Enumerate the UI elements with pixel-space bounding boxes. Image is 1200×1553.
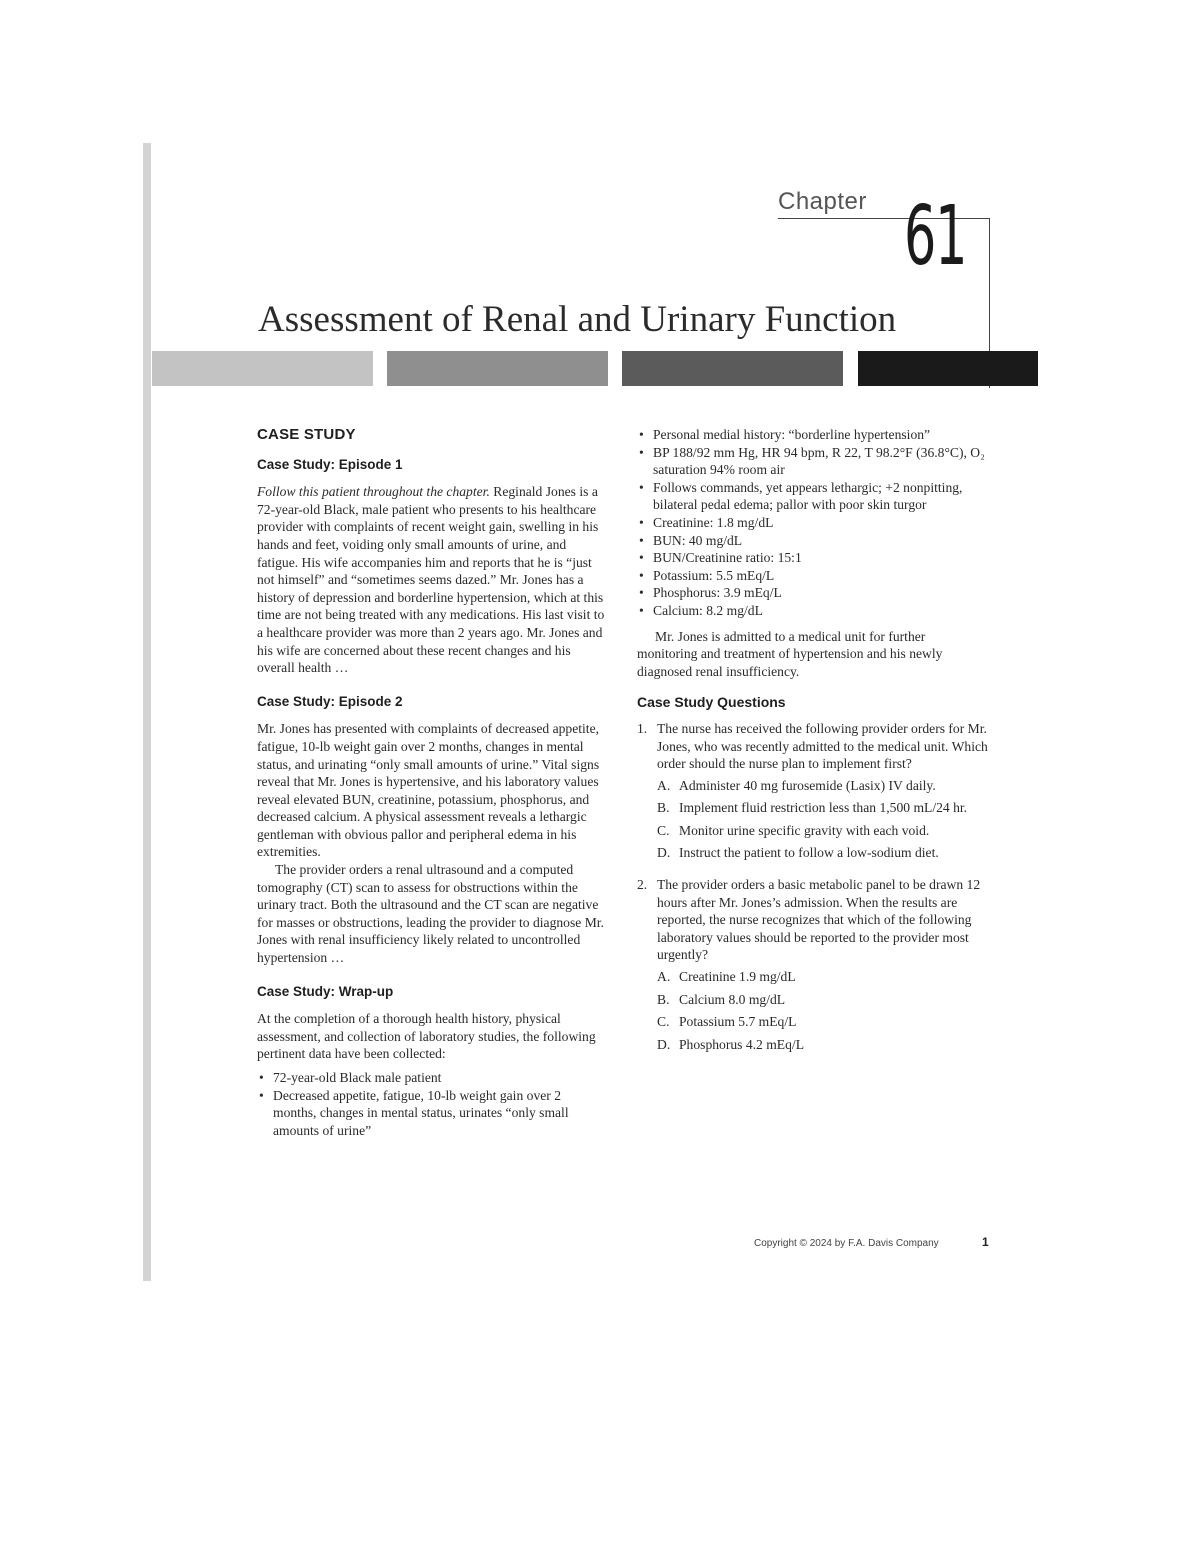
option-b: B. Calcium 8.0 mg/dL	[657, 991, 786, 1007]
header-bar-dark	[622, 351, 843, 386]
list-item: • Potassium: 5.5 mEq/L	[637, 567, 989, 585]
question-1	[637, 720, 989, 862]
list-item: • Creatinine: 1.8 mg/dL	[637, 514, 989, 532]
chapter-label: Chapter	[778, 188, 867, 215]
episode1-intro: Follow this patient throughout the chapter.	[257, 484, 490, 500]
admission-text: Mr. Jones is admitted to a medical unit for further monitoring and treatment of hypertension and his newly diagnosed renal insufficiency.	[637, 628, 943, 679]
list-item: • Phosphorus: 3.9 mEq/L	[637, 584, 989, 602]
wrapup-heading: Case Study: Wrap-up	[257, 983, 394, 999]
header-bar-mid	[387, 351, 608, 386]
question-text: The nurse has received the following provider orders for Mr. Jones, who was recently admitted to the medical unit. Which order should the nurse plan to implement first?	[657, 720, 988, 772]
episode2-para2: The provider orders a renal ultrasound and a computed tomography (CT) scan to assess for obstructions within the urinary tract. Both the ultrasound and the CT scan are negative for masses or obstructions, leading the provider to diagnose Mr. Jones with renal insufficiency likely related to uncontrolled hypertension …	[257, 862, 604, 966]
page-number: 1	[982, 1235, 989, 1249]
copyright-notice: Copyright © 2024 by F.A. Davis Company	[754, 1238, 939, 1249]
question-2	[637, 876, 989, 1053]
question-options	[657, 968, 989, 1053]
list-item: • BUN: 40 mg/dL	[637, 532, 989, 550]
left-column	[257, 426, 607, 1139]
option-a: A. Administer 40 mg furosemide (Lasix) IV daily.	[657, 777, 936, 793]
wrapup-bullets-right	[637, 426, 989, 620]
case-study-heading: CASE STUDY	[257, 426, 356, 443]
option-a: A. Creatinine 1.9 mg/dL	[657, 969, 796, 985]
list-item: • Follows commands, yet appears lethargic; +2 nonpitting, bilateral pedal edema; pallor with poor skin turgor	[637, 479, 989, 514]
question-options	[657, 777, 989, 862]
episode2-para1: Mr. Jones has presented with complaints of decreased appetite, fatigue, 10-lb weight gain over 2 months, changes in mental status, and urinating “only small amounts of urine.” Vital signs reveal that Mr. Jones is hypertensive, and his laboratory values reveal elevated BUN, creatinine, potassium, phosphorus, and decreased calcium. A physical assessment reveals a lethargic gentleman with obvious pallor and peripheral edema in his extremities.	[257, 721, 600, 860]
page-edge	[143, 143, 151, 1281]
option-c: C. Potassium 5.7 mEq/L	[657, 1014, 797, 1030]
header-bar-light	[152, 351, 373, 386]
option-d: D. Instruct the patient to follow a low-sodium diet.	[657, 845, 939, 861]
list-item: • 72-year-old Black male patient	[257, 1069, 607, 1087]
episode1-heading: Case Study: Episode 1	[257, 456, 403, 472]
wrapup-bullets-left	[257, 1069, 607, 1139]
list-item: • BP 188/92 mm Hg, HR 94 bpm, R 22, T 98.2°F (36.8°C), O₂ saturation 94% room air	[637, 444, 989, 479]
list-item: • Calcium: 8.2 mg/dL	[637, 602, 989, 620]
chapter-title: Assessment of Renal and Urinary Function	[258, 299, 897, 340]
option-c: C. Monitor urine specific gravity with each void.	[657, 822, 930, 838]
list-item: • Personal medial history: “borderline hypertension”	[637, 426, 989, 444]
list-item: • BUN/Creatinine ratio: 15:1	[637, 549, 989, 567]
question-text: The provider orders a basic metabolic panel to be drawn 12 hours after Mr. Jones’s admission. When the results are reported, the nurse recognizes that which of the following laboratory values should be reported to the provider most urgently?	[657, 877, 981, 963]
list-item: • Decreased appetite, fatigue, 10-lb weight gain over 2 months, changes in mental status, urinates “only small amounts of urine”	[257, 1087, 607, 1140]
wrapup-text: At the completion of a thorough health history, physical assessment, and collection of laboratory studies, the following pertinent data have been collected:	[257, 1011, 596, 1062]
questions-heading: Case Study Questions	[637, 694, 786, 711]
episode1-body	[257, 483, 607, 677]
episode2-heading: Case Study: Episode 2	[257, 693, 403, 709]
option-b: B. Implement fluid restriction less than 1,500 mL/24 hr.	[657, 800, 968, 816]
header-bar-black	[858, 351, 1038, 386]
option-d: D. Phosphorus 4.2 mEq/L	[657, 1036, 804, 1052]
episode1-text: Reginald Jones is a 72-year-old Black, male patient who presents to his healthcare provider with complaints of recent weight gain, swelling in his hands and feet, voiding only small amounts of urine, and fatigue. His wife accompanies him and reports that he is “just not himself” and “sometimes seems dazed.” Mr. Jones has a history of depression and borderline hypertension, which at this time are not being treated with any medications. His last visit to a healthcare provider was more than 2 years ago. Mr. Jones and his wife are concerned about these recent changes and his overall health …	[257, 484, 605, 676]
chapter-number: 61	[904, 189, 967, 284]
question-number: 1.	[637, 720, 648, 736]
right-column	[637, 426, 989, 1059]
question-number: 2.	[637, 877, 648, 893]
